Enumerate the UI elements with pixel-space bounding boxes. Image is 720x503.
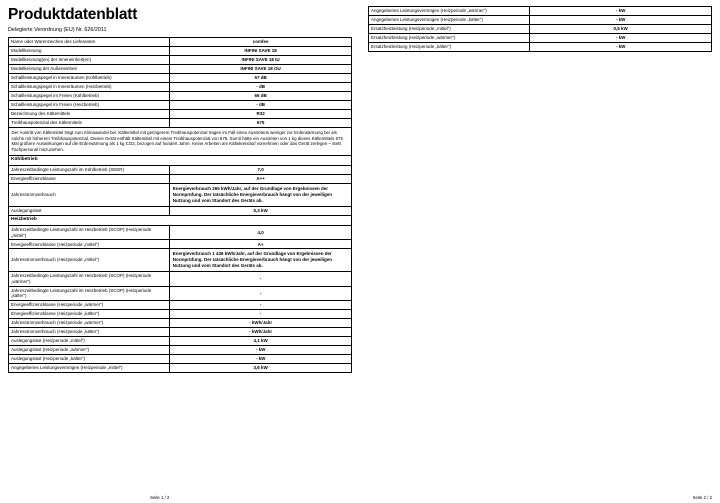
table-row xyxy=(9,271,352,286)
row-value: comfee xyxy=(170,38,352,47)
table-row xyxy=(9,175,352,184)
section-label: Kühlbetrieb xyxy=(9,155,352,165)
row-value: 4,1 kW xyxy=(170,337,352,346)
table-row xyxy=(369,34,712,43)
row-label: Angegebenes Leistungsvermögen (Heizperiode „mittel“) xyxy=(9,364,170,373)
row-label: Jahreszeitbedingte Leistungszahl im Kühlbetrieb (SEER) xyxy=(9,166,170,175)
table-row xyxy=(9,249,352,272)
table-row xyxy=(9,364,352,373)
row-label: Schallleistungspegel im Freien (Heizbetrieb) xyxy=(9,101,170,110)
row-value: - xyxy=(170,286,352,301)
table-row xyxy=(9,101,352,110)
row-label: Jahreszeitbedingte Leistungszahl im Heizbetrieb (SCOP) (Heizperiode „wärmer“) xyxy=(9,271,170,286)
row-label: Ersatzheizleistung (Heizperiode „mittel“) xyxy=(369,25,530,34)
row-value: - xyxy=(170,271,352,286)
row-label: Bezeichnung des Kältemittels xyxy=(9,110,170,119)
table-row xyxy=(369,25,712,34)
row-label: Angegebenes Leistungsvermögen (Heizperiode „wärmer“) xyxy=(369,7,530,16)
row-label: Jahresstromverbrauch (Heizperiode „mittel“) xyxy=(9,249,170,272)
row-value: - dB xyxy=(170,83,352,92)
row-label: Jahreszeitbedingte Leistungszahl im Heizbetrieb (SCOP) (Heizperiode „mittel“) xyxy=(9,225,170,240)
row-label: Auslegungslast (Heizperiode „mittel“) xyxy=(9,337,170,346)
row-label: Auslegungslast (Heizperiode „wärmer“) xyxy=(9,346,170,355)
row-value: - kWh/Jahr xyxy=(170,328,352,337)
table-row xyxy=(9,346,352,355)
row-label: Schallleistungspegel in Innenräumen (Kühlbetrieb) xyxy=(9,74,170,83)
table-row xyxy=(9,355,352,364)
table-row xyxy=(9,301,352,310)
row-value: Energieverbrauch 1 436 kWh/Jahr, auf der Grundlage von Ergebnissen der Normprüfung. Der tatsächliche Energieverbrauch hängt von der jeweiligen Nutzung und vom Standort des Geräts ab. xyxy=(170,249,352,272)
row-label: Auslegungslast xyxy=(9,206,170,215)
table-row xyxy=(9,319,352,328)
row-value: R32 xyxy=(170,110,352,119)
row-label: Energieeffizienzklasse (Heizperiode „mittel“) xyxy=(9,240,170,249)
row-label: Schallleistungspegel im Freien (Kühlbetrieb) xyxy=(9,92,170,101)
table-row xyxy=(9,206,352,215)
footer-page-number-left: Seite 1 / 2 xyxy=(150,495,170,500)
row-value: - xyxy=(170,301,352,310)
row-value: INFINI SAVE 18 IU xyxy=(170,56,352,65)
table-row xyxy=(9,92,352,101)
row-value: - kW xyxy=(530,43,712,52)
row-label: Angegebenes Leistungsvermögen (Heizperiode „kälter“) xyxy=(369,16,530,25)
row-value: - kW xyxy=(170,355,352,364)
page-subtitle: Delegierte Verordnung (EU) Nr. 626/2011 xyxy=(8,27,107,33)
table-row xyxy=(9,38,352,47)
page-title: Produktdatenblatt xyxy=(8,6,138,23)
row-label: Schallleistungspegel in Innenräumen (Heizbetrieb) xyxy=(9,83,170,92)
table-row xyxy=(9,110,352,119)
row-label: Energieeffizienzklasse (Heizperiode „kälter“) xyxy=(9,310,170,319)
row-value: 3,6 kW xyxy=(170,364,352,373)
table-row xyxy=(9,56,352,65)
page-right-column xyxy=(360,0,720,503)
row-value: 4,0 xyxy=(170,225,352,240)
row-value: 65 dB xyxy=(170,92,352,101)
row-label: Ersatzheizleistung (Heizperiode „kälter“) xyxy=(369,43,530,52)
table-row xyxy=(9,328,352,337)
row-value: - kW xyxy=(530,16,712,25)
table-row xyxy=(9,74,352,83)
row-value: - kWh/Jahr xyxy=(170,319,352,328)
row-value: INFINI SAVE 18 OU xyxy=(170,65,352,74)
row-label: Ersatzheizleistung (Heizperiode „wärmer“) xyxy=(369,34,530,43)
row-value: 5,3 kW xyxy=(170,206,352,215)
table-row xyxy=(9,166,352,175)
row-label: Energieeffizienzklasse (Heizperiode „wärmer“) xyxy=(9,301,170,310)
table-row xyxy=(9,83,352,92)
row-label: Treibhauspotenzial des Kältemittels xyxy=(9,119,170,128)
row-value: INFINI SAVE 18 xyxy=(170,47,352,56)
row-label: Energieeffizienzklasse xyxy=(9,175,170,184)
row-label: Modellkennung der Außeneinheit xyxy=(9,65,170,74)
table-row xyxy=(9,184,352,207)
row-value: A+ xyxy=(170,240,352,249)
row-value: - xyxy=(170,310,352,319)
note-text: Der Austritt von Kältemittel trägt zum Klimawandel bei. Kältemittel mit geringerem Treibhauspotenzial tragen im Fall eines Austretens weniger zur Erderwärmung bei als solche mit höherem Treibhauspotenzial. Dieses Gerät enthält Kältemittel mit einem Treibhauspotenzial von 675. Somit hätte ein Austreten von 1 kg dieses Kältemittels 675 Mal größere Auswirkungen auf die Erderwärmung als 1 kg CO2, bezogen auf hundert Jahre. Keine Arbeiten am Kältekreislauf vornehmen oder das Gerät zerlegen – stets Fachpersonal hinzuziehen. xyxy=(9,128,352,156)
section-label: Heizbetrieb xyxy=(9,215,352,225)
row-label: Modellkennung(en) der Inneneinheit(en) xyxy=(9,56,170,65)
table-note-row xyxy=(9,128,352,156)
row-label: Jahresstromverbrauch xyxy=(9,184,170,207)
row-value: 57 dB xyxy=(170,74,352,83)
table-row xyxy=(9,47,352,56)
table-row xyxy=(369,7,712,16)
row-label: Name oder Warenzeichen des Lieferanten xyxy=(9,38,170,47)
row-label: Jahreszeitbedingte Leistungszahl im Heizbetrieb (SCOP) (Heizperiode „kälter“) xyxy=(9,286,170,301)
footer-page-number-right: Seite 2 / 2 xyxy=(692,495,712,500)
row-label: Jahresstromverbrauch (Heizperiode „wärmer“) xyxy=(9,319,170,328)
row-value: 0,5 kW xyxy=(530,25,712,34)
row-label: Modellkennung xyxy=(9,47,170,56)
table-section-header xyxy=(9,155,352,165)
table-row xyxy=(9,119,352,128)
row-value: - kW xyxy=(530,7,712,16)
table-row xyxy=(9,337,352,346)
table-row xyxy=(369,43,712,52)
table-row xyxy=(369,16,712,25)
table-row xyxy=(9,286,352,301)
row-value: - kW xyxy=(530,34,712,43)
table-row xyxy=(9,310,352,319)
row-value: 675 xyxy=(170,119,352,128)
table-row xyxy=(9,225,352,240)
row-value: 7,0 xyxy=(170,166,352,175)
table-row xyxy=(9,240,352,249)
table-row xyxy=(9,65,352,74)
row-value: - dB xyxy=(170,101,352,110)
datasheet-table-right xyxy=(368,6,712,52)
row-value: - kW xyxy=(170,346,352,355)
row-label: Jahresstromverbrauch (Heizperiode „kälter“) xyxy=(9,328,170,337)
row-value: A++ xyxy=(170,175,352,184)
row-label: Auslegungslast (Heizperiode „kälter“) xyxy=(9,355,170,364)
row-value: Energieverbrauch 265 kWh/Jahr, auf der Grundlage von Ergebnissen der Normprüfung. Der tatsächliche Energieverbrauch hängt von der jeweiligen Nutzung und vom Standort des Geräts ab. xyxy=(170,184,352,207)
table-section-header xyxy=(9,215,352,225)
datasheet-table-left xyxy=(8,37,352,373)
